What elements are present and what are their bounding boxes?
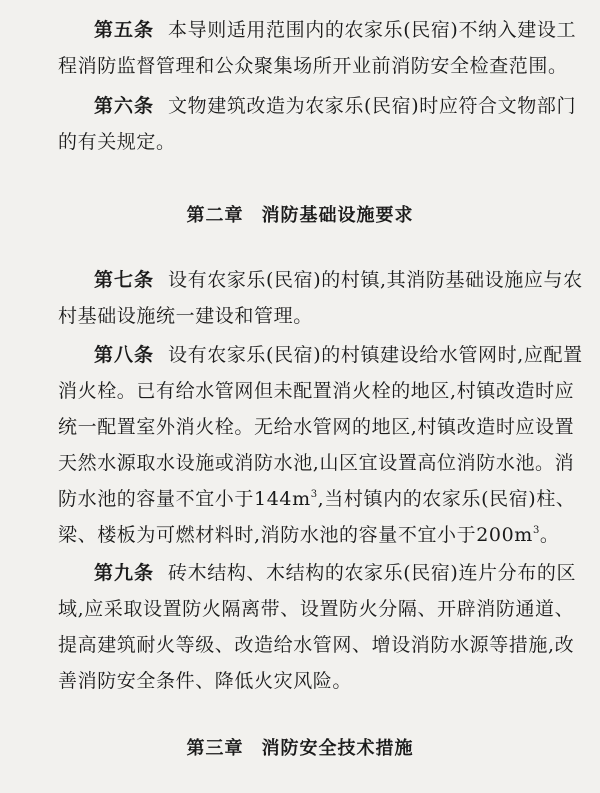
article-label: 第八条 (94, 344, 155, 366)
article-text: 文物建筑改造为农家乐(民宿)时应符合文物部门的有关规定。 (58, 95, 577, 153)
article-text: 设有农家乐(民宿)的村镇,其消防基础设施应与农村基础设施统一建设和管理。 (58, 269, 583, 327)
article-5 (58, 12, 588, 84)
superscript: 3 (532, 525, 540, 536)
article-label: 第六条 (94, 95, 155, 117)
superscript: 3 (310, 489, 318, 500)
chapter-number: 第三章 (186, 738, 244, 759)
article-6 (58, 88, 588, 160)
article-text: 。 (539, 524, 560, 546)
article-7 (58, 262, 588, 334)
chapter-heading (0, 734, 600, 760)
article-text: 砖木结构、木结构的农家乐(民宿)连片分布的区域,应采取设置防火隔离带、设置防火分隔、开辟消防通道、提高建筑耐火等级、改造给水管网、增设消防水源等措施,改善消防安全条件、降低火灾风险。 (58, 562, 577, 692)
chapter-title: 消防安全技术措施 (261, 738, 414, 759)
article-text: 设有农家乐(民宿)的村镇建设给水管网时,应配置消火栓。已有给水管网但未配置消火栓的地区,村镇改造时应统一配置室外消火栓。无给水管网的地区,村镇改造时应设置天然水源取水设施或消防水池,山区宜设置高位消防水池。消防水池的容量不宜小于144m (58, 344, 583, 510)
article-9 (58, 555, 588, 699)
article-text: ,当村镇内的农家乐(民宿)柱、梁、楼板为可燃材料时,消防水池的容量不宜小于200m (58, 488, 576, 546)
article-label: 第九条 (94, 562, 155, 584)
article-8 (58, 337, 588, 553)
article-text: 本导则适用范围内的农家乐(民宿)不纳入建设工程消防监督管理和公众聚集场所开业前消防安全检查范围。 (58, 19, 577, 77)
chapter-number: 第二章 (186, 205, 244, 226)
article-label: 第七条 (94, 269, 155, 291)
chapter-heading (0, 201, 600, 227)
article-label: 第五条 (94, 19, 155, 41)
chapter-title: 消防基础设施要求 (261, 205, 414, 226)
